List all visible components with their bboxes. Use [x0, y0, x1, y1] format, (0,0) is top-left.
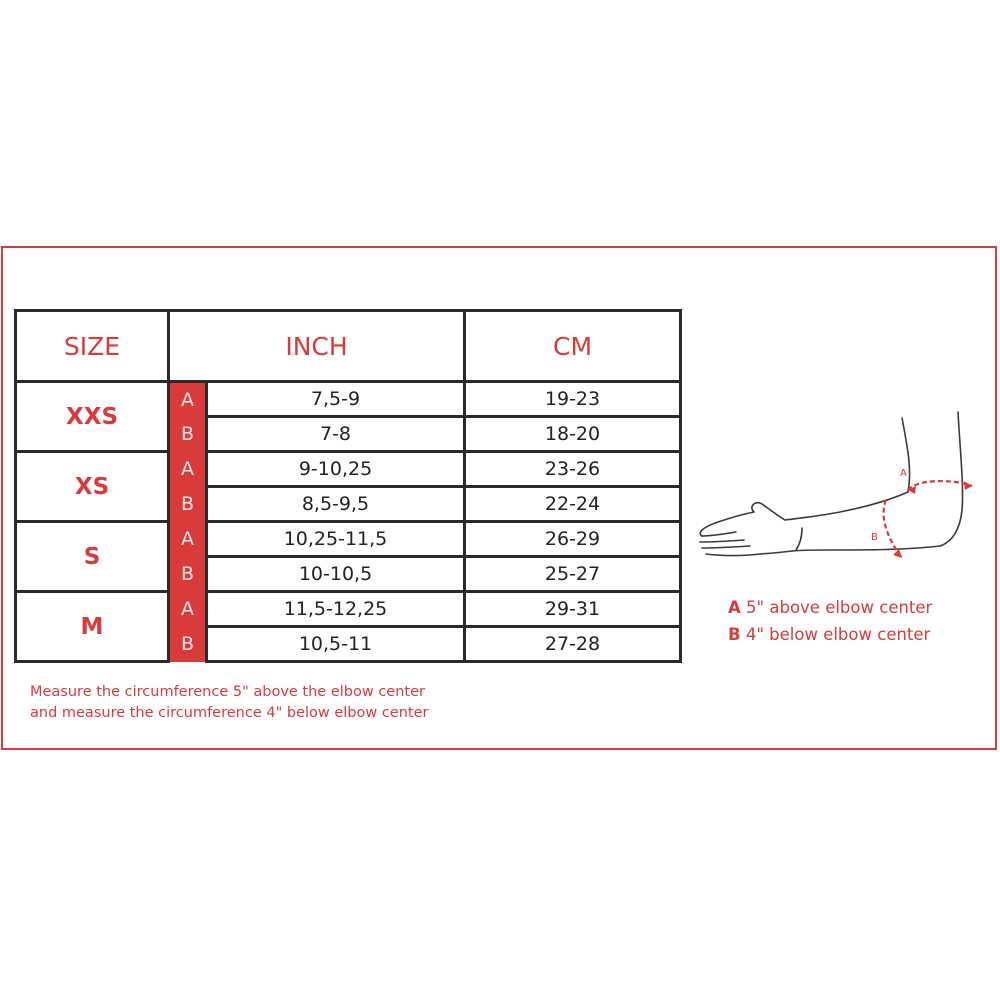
- legend-text-b: 4" below elbow center: [740, 625, 931, 644]
- measure-point-label: A: [169, 382, 207, 417]
- measure-point-label: B: [169, 417, 207, 452]
- table-row: [16, 452, 681, 487]
- header-inch: INCH: [169, 311, 465, 382]
- arm-diagram-icon: [690, 400, 990, 580]
- legend-key-a: A: [728, 598, 741, 617]
- cm-value: 29-31: [465, 592, 681, 627]
- legend-item-a: [728, 594, 932, 621]
- size-table: [14, 309, 682, 663]
- measure-point-label: A: [169, 522, 207, 557]
- table-row: [16, 592, 681, 627]
- measure-note: [30, 682, 429, 724]
- inch-value: 9-10,25: [207, 452, 465, 487]
- cm-value: 19-23: [465, 382, 681, 417]
- diagram-marker-b: B: [871, 532, 878, 543]
- diagram-marker-a: A: [900, 468, 907, 479]
- inch-value: 10,5-11: [207, 627, 465, 662]
- cm-value: 23-26: [465, 452, 681, 487]
- cm-value: 18-20: [465, 417, 681, 452]
- legend-text-a: 5" above elbow center: [740, 598, 933, 617]
- note-line-2: and measure the circumference 4" below elbow center: [30, 705, 429, 721]
- cm-value: 26-29: [465, 522, 681, 557]
- cm-value: 25-27: [465, 557, 681, 592]
- legend-item-b: [728, 621, 932, 648]
- inch-value: 10,25-11,5: [207, 522, 465, 557]
- inch-value: 7,5-9: [207, 382, 465, 417]
- cm-value: 27-28: [465, 627, 681, 662]
- inch-value: 8,5-9,5: [207, 487, 465, 522]
- inch-value: 7-8: [207, 417, 465, 452]
- cm-value: 22-24: [465, 487, 681, 522]
- header-size: SIZE: [16, 311, 169, 382]
- size-label: XS: [16, 452, 169, 522]
- inch-value: 10-10,5: [207, 557, 465, 592]
- measure-point-label: B: [169, 487, 207, 522]
- measure-point-label: B: [169, 557, 207, 592]
- table-row: [16, 382, 681, 417]
- measure-point-label: A: [169, 452, 207, 487]
- header-cm: CM: [465, 311, 681, 382]
- measure-point-label: B: [169, 627, 207, 662]
- measure-point-label: A: [169, 592, 207, 627]
- size-label: XXS: [16, 382, 169, 452]
- table-header-row: [16, 311, 681, 382]
- table-row: [16, 522, 681, 557]
- measurement-legend: [728, 594, 932, 648]
- legend-key-b: B: [728, 625, 741, 644]
- inch-value: 11,5-12,25: [207, 592, 465, 627]
- size-label: S: [16, 522, 169, 592]
- note-line-1: Measure the circumference 5" above the elbow center: [30, 684, 425, 700]
- size-label: M: [16, 592, 169, 662]
